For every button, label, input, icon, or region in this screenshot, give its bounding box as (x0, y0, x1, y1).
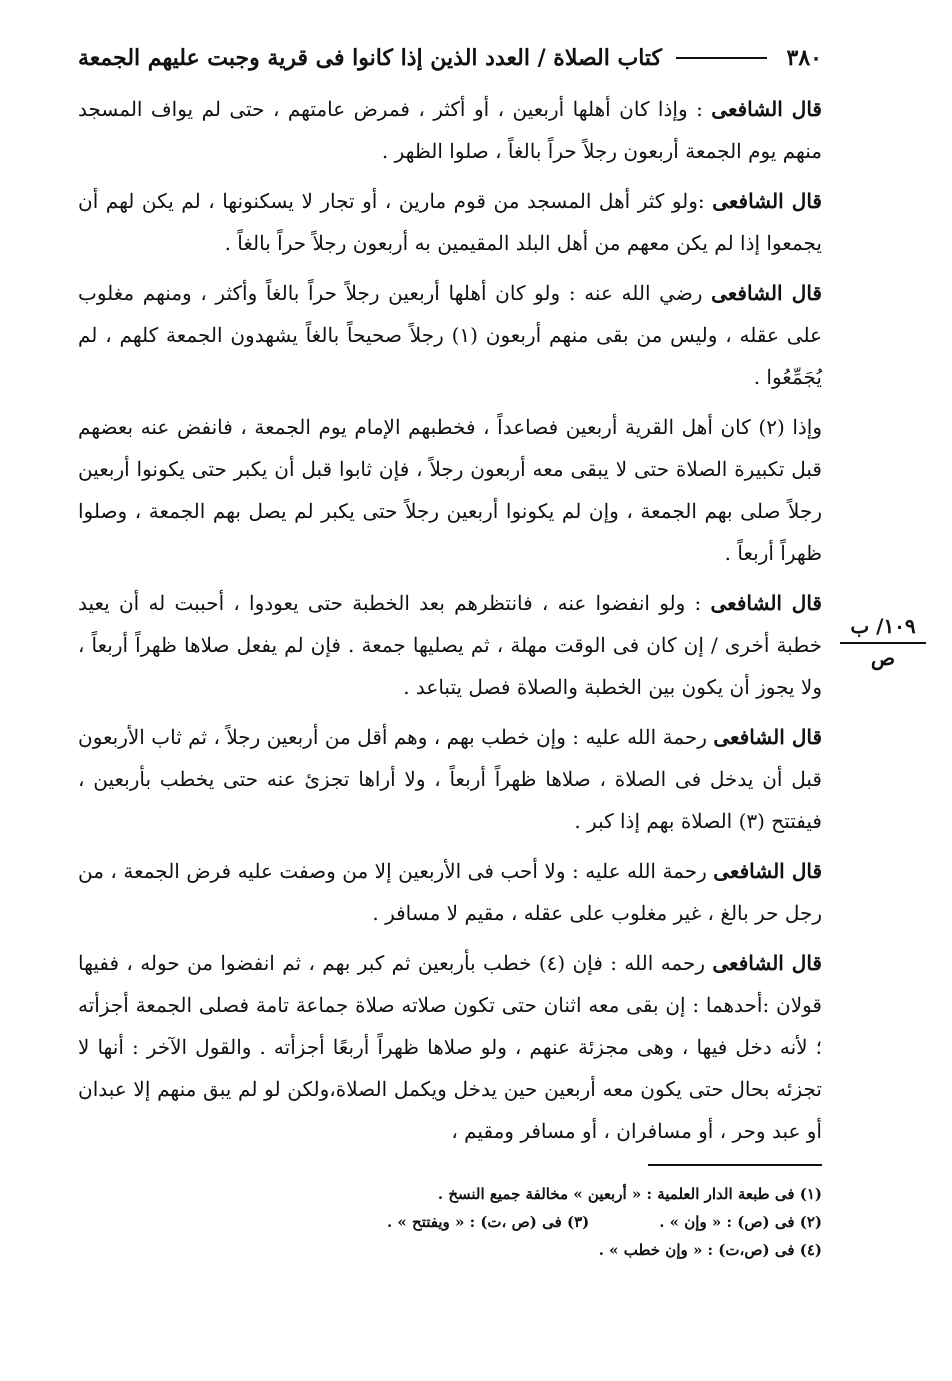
paragraph-text: :ولو كثر أهل المسجد من قوم مارين ، أو تجار لا يسكنونها ، لم يكن لهم أن يجمعوا إذا لم يكن معهم من أهل البلد المقيمين به أربعون رجلاً حراً بالغاً . (78, 189, 822, 255)
speaker: قال الشافعى (710, 591, 822, 615)
manuscript-siglum: ص (870, 646, 896, 670)
footnotes (78, 1180, 822, 1264)
footnote: (٤) فى (ص،ت) : « وإن خطب » . (598, 1241, 822, 1259)
paragraph (78, 272, 822, 398)
speaker: قال الشافعى (712, 951, 822, 975)
running-title: كتاب الصلاة / العدد الذين إذا كانوا فى قرية وجبت عليهم الجمعة (78, 45, 663, 71)
paragraph-text: وإذا (٢) كان أهل القرية أربعين فصاعداً ، فخطبهم الإمام يوم الجمعة ، فانفض عنه بعضهم قبل تكبيرة الصلاة حتى لا يبقى معه أربعون رجلاً ، فإن ثابوا قبل أن يكبر حتى يكونوا أربعين رجلاً صلى بهم الجمعة ، وإن لم يكونوا أربعين رجلاً حتى يكبر لم يصل بهم الجمعة ، وصلوا ظهراً أربعاً . (78, 415, 823, 565)
footnote-rule (648, 1164, 822, 1166)
speaker: قال الشافعى (713, 725, 822, 749)
header-rule (676, 57, 767, 59)
speaker: قال الشافعى (711, 97, 822, 121)
footnote: (١) فى طبعة الدار العلمية : « أربعين » مخالفة جميع النسخ . (437, 1185, 822, 1203)
page-number: ٣٨٠ (786, 45, 822, 71)
page-body (78, 88, 822, 1160)
margin-note (840, 612, 926, 672)
speaker: قال الشافعى (713, 859, 823, 883)
paragraph-text: : ولو انفضوا عنه ، فانتظرهم بعد الخطبة حتى يعودوا ، أحببت له أن يعيد خطبة أخرى / إن كان فى الوقت مهلة ، ثم يصليها جمعة . فإن لم يفعل صلاها ظهراً أربعاً ، ولا يجوز أن يكون بين الخطبة والصلاة فصل يتباعد . (78, 591, 822, 699)
paragraph-text: رضي الله عنه : ولو كان أهلها أربعين رجلاً حراً بالغاً وأكثر ، ومنهم مغلوب على عقله ، وليس من بقى منهم أربعون (١) رجلاً صحيحاً بالغاً يشهدون الجمعة كلهم ، لم يُجَمِّعُوا . (78, 281, 822, 389)
page-header (78, 38, 822, 78)
speaker: قال الشافعى (711, 281, 822, 305)
paragraph (78, 582, 822, 708)
footnote-row (78, 1208, 822, 1236)
paragraph (78, 850, 822, 934)
paragraph-text: رحمه الله : فإن (٤) خطب بأربعين ثم كبر بهم ، ثم انفضوا من حوله ، ففيها قولان :أحدهما : إن بقى معه اثنان حتى تكون صلاته صلاة جماعة تامة فصلى الجمعة أجزأته ؛ لأنه دخل فيها ، وهى مجزئة عنهم ، ولو صلاها ظهراً أربعًا أجزأته . والقول الآخر : أنها لا تجزئه بحال حتى يكون معه أربعين حين يدخل ويكمل الصلاة،ولكن لو لم يبق منهم إلا عبدان أو عبد وحر ، أو مسافران ، أو مسافر ومقيم ، (78, 951, 822, 1143)
paragraph-text: : وإذا كان أهلها أربعين ، أو أكثر ، فمرض عامتهم ، حتى لم يواف المسجد منهم يوم الجمعة أربعون رجلاً حراً بالغاً ، صلوا الظهر . (78, 97, 822, 163)
paragraph (78, 406, 822, 574)
folio-reference: ١٠٩/ ب (840, 612, 926, 644)
paragraph (78, 180, 822, 264)
footnote: (٢) فى (ص) : « وإن » . (659, 1213, 822, 1231)
paragraph-text: رحمة الله عليه : ولا أحب فى الأربعين إلا من وصفت عليه فرض الجمعة ، من رجل حر بالغ ، غير مغلوب على عقله ، مقيم لا مسافر . (78, 859, 822, 925)
paragraph (78, 88, 822, 172)
paragraph (78, 716, 822, 842)
footnote: (٣) فى (ص ،ت) : « ويفتتح » . (386, 1213, 590, 1231)
paragraph-text: رحمة الله عليه : وإن خطب بهم ، وهم أقل من أربعين رجلاً ، ثم ثاب الأربعون قبل أن يدخل فى الصلاة ، صلاها ظهراً أربعاً ، ولا أراها تجزئ عنه حتى يخطب بأربعين ، فيفتتح (٣) الصلاة بهم إذا كبر . (78, 725, 822, 833)
paragraph (78, 942, 822, 1152)
speaker: قال الشافعى (712, 189, 822, 213)
